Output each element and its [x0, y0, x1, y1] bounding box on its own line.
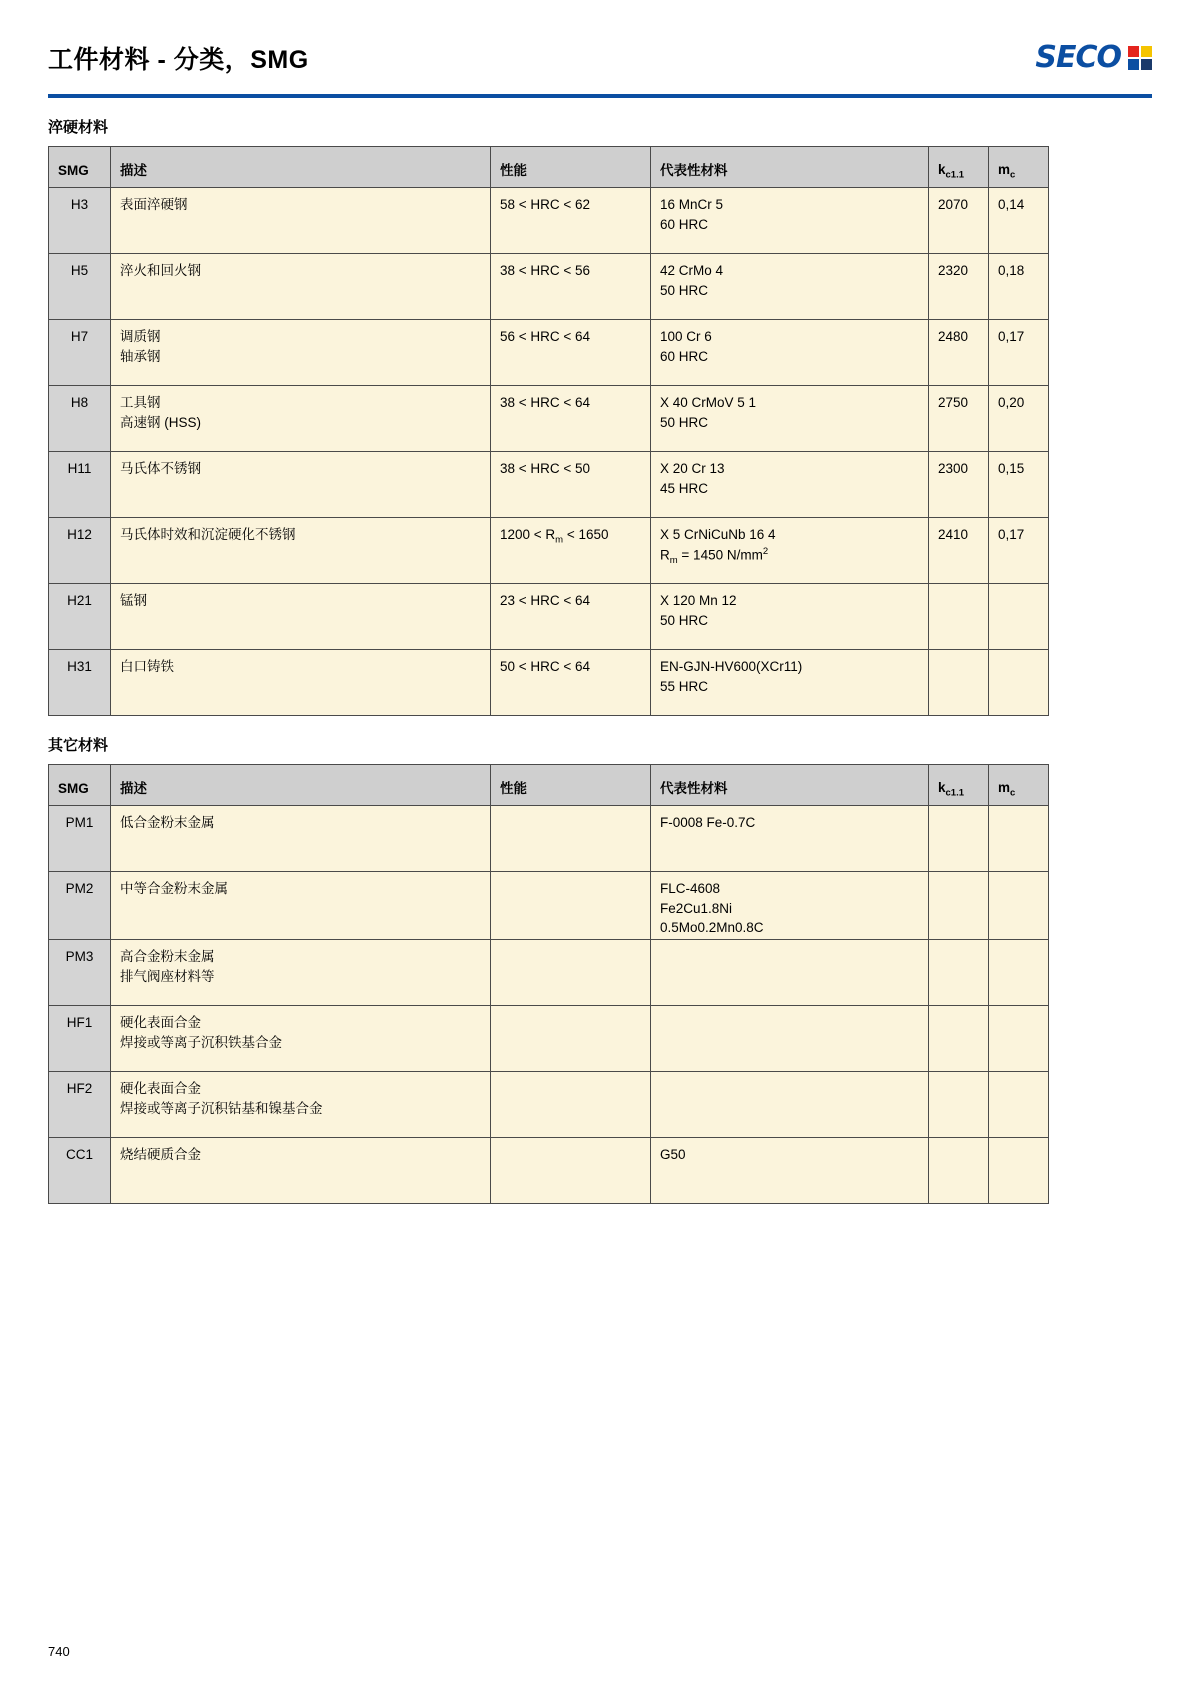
cell-material — [651, 1072, 929, 1138]
column-header-performance: 性能 — [491, 147, 651, 188]
column-header-mc: $m_c$ — [989, 765, 1049, 806]
table-row — [49, 872, 1049, 940]
cell-kc: 2300 — [929, 452, 989, 518]
seco-logo-marks — [1128, 46, 1152, 70]
cell-performance — [491, 872, 651, 940]
table-header-row — [49, 147, 1049, 188]
cell-material — [651, 940, 929, 1006]
cell-description: 表面淬硬钢 — [111, 188, 491, 254]
logo-square-red — [1128, 46, 1139, 57]
table-row — [49, 650, 1049, 716]
cell-material: FLC-4608 Fe2Cu1.8Ni 0.5Mo0.2Mn0.8C — [651, 872, 929, 940]
cell-performance: 50 < HRC < 64 — [491, 650, 651, 716]
cell-mc — [989, 940, 1049, 1006]
cell-mc: 0,17 — [989, 320, 1049, 386]
cell-description: 高合金粉末金属 排气阀座材料等 — [111, 940, 491, 1006]
cell-description: 马氏体不锈钢 — [111, 452, 491, 518]
cell-smg: PM2 — [49, 872, 111, 940]
table-row — [49, 254, 1049, 320]
cell-smg: H8 — [49, 386, 111, 452]
cell-material: X 40 CrMoV 5 1 50 HRC — [651, 386, 929, 452]
table-row — [49, 1006, 1049, 1072]
cell-mc: 0,17 — [989, 518, 1049, 584]
cell-material: 16 MnCr 5 60 HRC — [651, 188, 929, 254]
cell-smg: PM3 — [49, 940, 111, 1006]
cell-description: 硬化表面合金 焊接或等离子沉积钴基和镍基合金 — [111, 1072, 491, 1138]
cell-description: 低合金粉末金属 — [111, 806, 491, 872]
cell-kc — [929, 650, 989, 716]
cell-performance: 23 < HRC < 64 — [491, 584, 651, 650]
page-header — [48, 30, 1152, 92]
column-header-material: 代表性材料 — [651, 147, 929, 188]
cell-performance — [491, 1006, 651, 1072]
cell-description: 锰钢 — [111, 584, 491, 650]
cell-material: X 120 Mn 12 50 HRC — [651, 584, 929, 650]
cell-smg: H7 — [49, 320, 111, 386]
cell-performance — [491, 940, 651, 1006]
table-row — [49, 518, 1049, 584]
cell-mc — [989, 650, 1049, 716]
cell-mc: 0,20 — [989, 386, 1049, 452]
cell-mc — [989, 1138, 1049, 1204]
cell-smg: H5 — [49, 254, 111, 320]
table-row — [49, 452, 1049, 518]
cell-kc — [929, 940, 989, 1006]
cell-material: X 5 CrNiCuNb 16 4 $R_m = 1450$ $N/mm^2$ — [651, 518, 929, 584]
cell-mc: 0,14 — [989, 188, 1049, 254]
page-number: 740 — [48, 1644, 70, 1659]
cell-description: 烧结硬质合金 — [111, 1138, 491, 1204]
table-header-row — [49, 765, 1049, 806]
cell-description: 硬化表面合金 焊接或等离子沉积铁基合金 — [111, 1006, 491, 1072]
cell-material: X 20 Cr 13 45 HRC — [651, 452, 929, 518]
cell-material: G50 — [651, 1138, 929, 1204]
cell-kc: 2410 — [929, 518, 989, 584]
cell-description: 工具钢 高速钢 (HSS) — [111, 386, 491, 452]
cell-kc — [929, 1006, 989, 1072]
cell-kc: 2070 — [929, 188, 989, 254]
column-header-performance: 性能 — [491, 765, 651, 806]
page-content — [48, 30, 1152, 1204]
cell-kc: 2320 — [929, 254, 989, 320]
cell-description: 白口铸铁 — [111, 650, 491, 716]
cell-smg: H12 — [49, 518, 111, 584]
cell-smg: H3 — [49, 188, 111, 254]
cell-description: 淬火和回火钢 — [111, 254, 491, 320]
cell-material: F-0008 Fe-0.7C — [651, 806, 929, 872]
cell-material: 100 Cr 6 60 HRC — [651, 320, 929, 386]
cell-kc: 2750 — [929, 386, 989, 452]
cell-smg: HF1 — [49, 1006, 111, 1072]
cell-performance — [491, 1072, 651, 1138]
table-row — [49, 940, 1049, 1006]
cell-kc — [929, 584, 989, 650]
column-header-smg: SMG — [49, 765, 111, 806]
cell-mc — [989, 584, 1049, 650]
table-row — [49, 806, 1049, 872]
cell-material — [651, 1006, 929, 1072]
cell-kc — [929, 1072, 989, 1138]
cell-performance: 58 < HRC < 62 — [491, 188, 651, 254]
table-other-materials — [48, 764, 1049, 1204]
logo-square-blue — [1128, 59, 1139, 70]
column-header-material: 代表性材料 — [651, 765, 929, 806]
section-title-other: 其它材料 — [48, 737, 109, 754]
column-header-description: 描述 — [111, 147, 491, 188]
cell-smg: HF2 — [49, 1072, 111, 1138]
cell-smg: H21 — [49, 584, 111, 650]
seco-logo-text: SECO — [1035, 40, 1121, 75]
logo-square-yellow — [1141, 46, 1152, 57]
cell-kc — [929, 872, 989, 940]
section-title-hardened: 淬硬材料 — [48, 119, 109, 136]
cell-smg: CC1 — [49, 1138, 111, 1204]
cell-mc: 0,15 — [989, 452, 1049, 518]
cell-mc — [989, 806, 1049, 872]
cell-performance: 38 < HRC < 50 — [491, 452, 651, 518]
table-row — [49, 188, 1049, 254]
column-header-kc: $k_{c1.1}$ — [929, 765, 989, 806]
header-divider — [48, 94, 1152, 98]
logo-square-dark — [1141, 59, 1152, 70]
cell-kc — [929, 806, 989, 872]
cell-performance — [491, 1138, 651, 1204]
column-header-description: 描述 — [111, 765, 491, 806]
table-row — [49, 1072, 1049, 1138]
table-row — [49, 320, 1049, 386]
cell-performance: 38 < HRC < 56 — [491, 254, 651, 320]
cell-mc: 0,18 — [989, 254, 1049, 320]
cell-kc: 2480 — [929, 320, 989, 386]
cell-mc — [989, 1006, 1049, 1072]
column-header-mc: $m_c$ — [989, 147, 1049, 188]
cell-kc — [929, 1138, 989, 1204]
cell-description: 中等合金粉末金属 — [111, 872, 491, 940]
cell-mc — [989, 872, 1049, 940]
page-title: 工件材料 - 分类，SMG — [48, 46, 309, 74]
cell-performance: 38 < HRC < 64 — [491, 386, 651, 452]
column-header-smg: SMG — [49, 147, 111, 188]
seco-logo — [1035, 40, 1152, 75]
cell-material: EN-GJN-HV600(XCr11) 55 HRC — [651, 650, 929, 716]
cell-performance: $1200 < R_m < 1650$ — [491, 518, 651, 584]
cell-description: 马氏体时效和沉淀硬化不锈钢 — [111, 518, 491, 584]
table-row — [49, 584, 1049, 650]
column-header-kc: $k_{c1.1}$ — [929, 147, 989, 188]
cell-smg: H31 — [49, 650, 111, 716]
table-row — [49, 386, 1049, 452]
cell-smg: H11 — [49, 452, 111, 518]
cell-performance: 56 < HRC < 64 — [491, 320, 651, 386]
cell-smg: PM1 — [49, 806, 111, 872]
cell-mc — [989, 1072, 1049, 1138]
table-row — [49, 1138, 1049, 1204]
cell-description: 调质钢 轴承钢 — [111, 320, 491, 386]
cell-performance — [491, 806, 651, 872]
table-hardened-materials — [48, 146, 1049, 716]
cell-material: 42 CrMo 4 50 HRC — [651, 254, 929, 320]
